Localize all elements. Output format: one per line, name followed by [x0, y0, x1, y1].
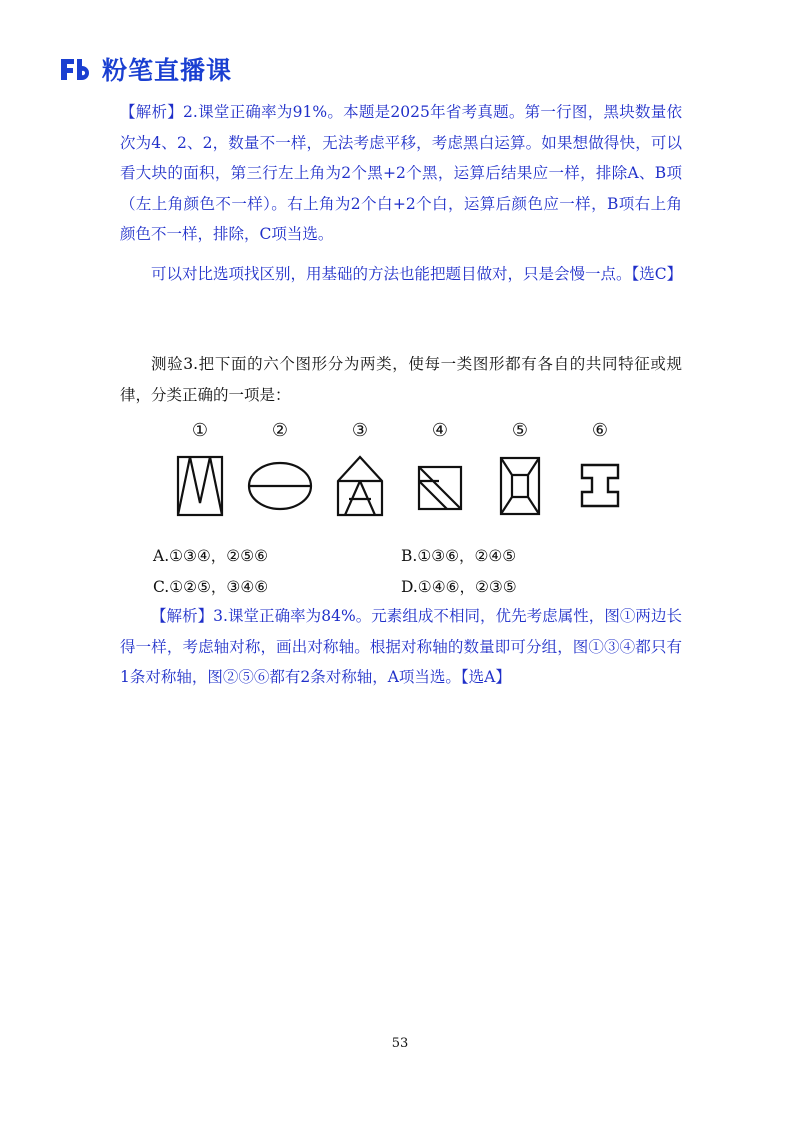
figure-5: [485, 420, 555, 530]
brand-name: 粉笔直播课: [102, 56, 233, 85]
figure-6: [565, 420, 635, 530]
question-3-figures: [160, 420, 640, 530]
page-number: 53: [391, 1036, 409, 1051]
option-d[interactable]: D.①④⑥，②③⑤: [401, 578, 517, 596]
figure-5-shape: [495, 455, 545, 517]
figure-6-label: ⑥: [591, 420, 609, 441]
analysis-3-paragraph: 【解析】3.课堂正确率为84%。元素组成不相同，优先考虑属性，图①两边长得一样，考虑轴对称，画出对称轴。根据对称轴的数量即可分组，图①③④都只有1条对称轴，图②⑤⑥都有2条对称轴，A项当选。【选A】: [120, 607, 682, 686]
figure-3-label: ③: [351, 420, 369, 441]
figure-2-shape: [245, 455, 315, 517]
figure-3-shape: [335, 455, 385, 517]
option-c[interactable]: C.①②⑤，③④⑥: [153, 578, 269, 596]
analysis-2-tip: 可以对比选项找区别，用基础的方法也能把题目做对，只是会慢一点。【选C】: [151, 265, 683, 283]
question-3-stem: 测验3.把下面的六个图形分为两类，使每一类图形都有各自的共同特征或规律，分类正确的一项是：: [120, 355, 682, 404]
figure-2: [245, 420, 315, 530]
fenbi-logo-icon: [58, 55, 98, 83]
figure-6-shape: [575, 455, 625, 517]
analysis-2-paragraph: 【解析】2.课堂正确率为91%。本题是2025年省考真题。第一行图，黑块数量依次为4、2、2，数量不一样，无法考虑平移，考虑黑白运算。如果想做得快，可以看大块的面积，第三行左上角为2个黑+2个黑，运算后结果应一样，排除A、B项（左上角颜色不一样）。右上角为2个白+2个白，运算后颜色应一样，B项右上角颜色不一样，排除，C项当选。: [120, 103, 682, 243]
figure-3: [325, 420, 395, 530]
figure-4: [405, 420, 475, 530]
figure-1-label: ①: [191, 420, 209, 441]
brand-logo: [58, 54, 232, 84]
figure-5-label: ⑤: [511, 420, 529, 441]
figure-1: [165, 420, 235, 530]
figure-1-shape: [175, 455, 225, 517]
option-b[interactable]: B.①③⑥，②④⑤: [401, 547, 517, 565]
figure-4-label: ④: [431, 420, 449, 441]
figure-4-shape: [415, 455, 465, 517]
option-a[interactable]: A.①③④，②⑤⑥: [153, 547, 268, 565]
figure-2-label: ②: [271, 420, 289, 441]
